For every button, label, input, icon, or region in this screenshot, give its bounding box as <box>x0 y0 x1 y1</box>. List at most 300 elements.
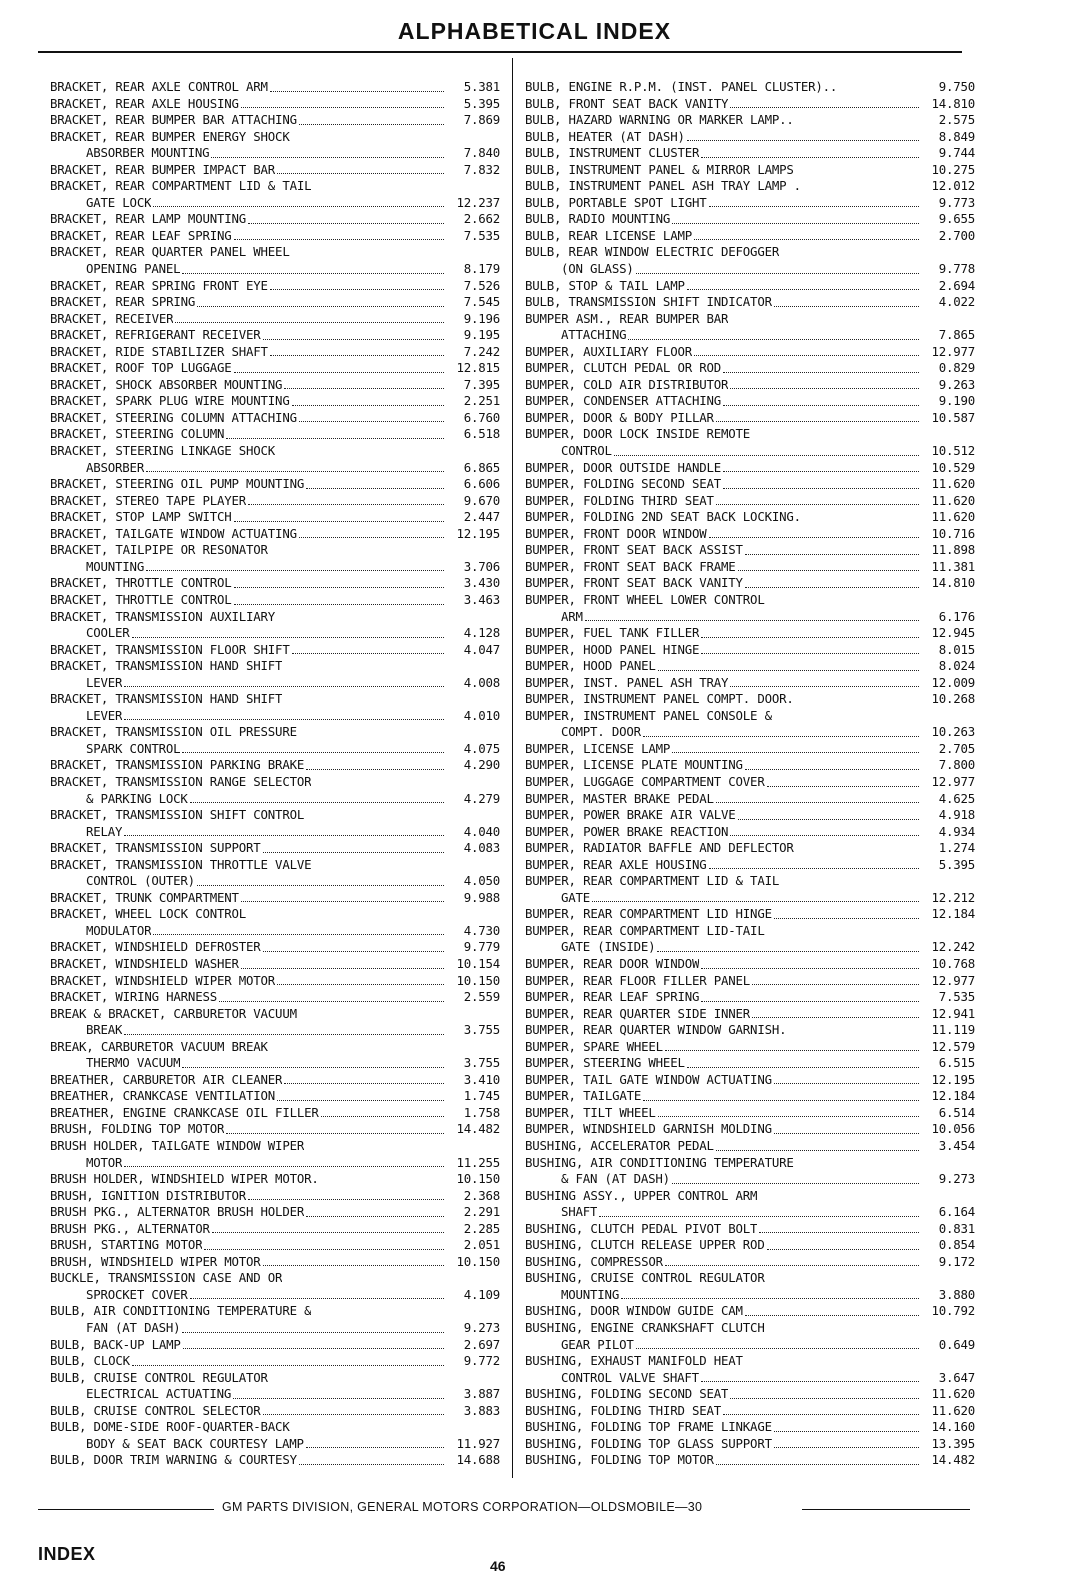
entry-reference-number: 12.184 <box>931 906 975 922</box>
entry-reference-number: 9.670 <box>463 492 500 508</box>
entry-reference-number: 2.251 <box>463 393 500 409</box>
dot-leader <box>752 980 919 985</box>
entry-description: BUMPER, STEERING WHEEL <box>525 1055 685 1071</box>
index-entry <box>525 1353 975 1370</box>
dot-leader <box>701 997 919 1002</box>
index-entry <box>50 1270 500 1287</box>
entry-description: BRUSH, WINDSHIELD WIPER MOTOR <box>50 1253 261 1269</box>
index-entry <box>50 327 500 344</box>
entry-reference-number: 1.758 <box>463 1104 500 1120</box>
entry-description: BULB, HEATER (AT DASH) <box>525 128 685 144</box>
entry-reference-number: 9.196 <box>463 310 500 326</box>
entry-description: BULB, BACK-UP LAMP <box>50 1336 181 1352</box>
index-entry <box>525 145 975 162</box>
entry-description: GATE LOCK <box>86 194 152 210</box>
entry-reference-number: 10.716 <box>931 525 975 541</box>
entry-reference-number: 2.291 <box>463 1204 500 1220</box>
index-entry <box>50 228 500 245</box>
entry-description: BUSHING, AIR CONDITIONING TEMPERATURE <box>525 1154 794 1170</box>
entry-description: BUMPER, LICENSE LAMP <box>525 740 671 756</box>
entry-reference-number: 3.880 <box>938 1286 975 1302</box>
dot-leader <box>306 1212 444 1217</box>
entry-description: BULB, STOP & TAIL LAMP <box>525 277 685 293</box>
index-entry <box>50 476 500 493</box>
entry-description: BRACKET, STEERING OIL PUMP MOUNTING <box>50 476 305 492</box>
dot-leader <box>197 881 444 886</box>
entry-description: BRACKET, TRANSMISSION SUPPORT <box>50 840 261 856</box>
dot-leader <box>175 318 444 323</box>
index-entry <box>50 344 500 361</box>
entry-description: BRUSH, IGNITION DISTRIBUTOR <box>50 1187 247 1203</box>
entry-description: BRACKET, REAR COMPARTMENT LID & TAIL <box>50 178 312 194</box>
dot-leader <box>636 1344 919 1349</box>
entry-reference-number: 6.164 <box>938 1204 975 1220</box>
index-entry <box>50 79 500 96</box>
index-entry <box>525 426 975 443</box>
dot-leader <box>234 583 445 588</box>
entry-description: LEVER <box>86 707 123 723</box>
dot-leader <box>614 451 919 456</box>
entry-description: BUMPER, HOOD PANEL HINGE <box>525 641 700 657</box>
index-entry-continuation <box>525 443 975 460</box>
entry-reference-number: 2.447 <box>463 509 500 525</box>
dot-leader <box>745 1362 919 1366</box>
index-entry <box>525 592 975 609</box>
dot-leader <box>803 187 919 191</box>
dot-leader <box>234 600 445 605</box>
entry-description: BRUSH HOLDER, WINDSHIELD WIPER MOTOR. <box>50 1171 319 1187</box>
index-entry <box>525 129 975 146</box>
entry-description: BUMPER, LICENSE PLATE MOUNTING <box>525 757 743 773</box>
page-number: 46 <box>490 1558 506 1574</box>
dot-leader <box>219 997 444 1002</box>
index-entry-continuation <box>50 1436 500 1453</box>
dot-leader <box>197 302 444 307</box>
index-entry <box>50 311 500 328</box>
entry-description: & PARKING LOCK <box>86 790 188 806</box>
dot-leader <box>270 87 444 92</box>
dot-leader <box>313 1312 444 1316</box>
dot-leader <box>226 1129 444 1134</box>
index-entry <box>525 195 975 212</box>
entry-reference-number: 11.620 <box>931 492 975 508</box>
entry-reference-number: 11.620 <box>931 1386 975 1402</box>
index-entry-continuation <box>50 460 500 477</box>
entry-description: GATE (INSIDE) <box>561 939 656 955</box>
dot-leader <box>723 1410 919 1415</box>
entry-reference-number: 12.195 <box>456 525 500 541</box>
index-entry <box>525 774 975 791</box>
index-entry <box>50 162 500 179</box>
entry-description: BULB, DOOR TRIM WARNING & COURTESY <box>50 1452 297 1468</box>
entry-description: BUMPER, FRONT SEAT BACK ASSIST <box>525 542 743 558</box>
dot-leader <box>124 1030 444 1035</box>
entry-description: BRUSH, STARTING MOTOR <box>50 1237 203 1253</box>
dot-leader <box>774 1129 919 1134</box>
index-entry <box>50 956 500 973</box>
index-entry <box>525 575 975 592</box>
index-entry <box>50 840 500 857</box>
index-entry-continuation <box>525 890 975 907</box>
dot-leader <box>124 1162 444 1167</box>
entry-reference-number: 7.840 <box>463 145 500 161</box>
index-entry <box>50 1452 500 1469</box>
dot-leader <box>270 285 444 290</box>
entry-reference-number: 9.750 <box>938 79 975 94</box>
index-entry <box>525 509 975 526</box>
index-entry <box>525 1039 975 1056</box>
entry-reference-number: 9.273 <box>463 1320 500 1336</box>
entry-reference-number: 12.815 <box>456 360 500 376</box>
entry-description: BRACKET, TRANSMISSION HAND SHIFT <box>50 691 283 707</box>
index-entry <box>50 1419 500 1436</box>
dot-leader <box>687 285 919 290</box>
entry-description: BODY & SEAT BACK COURTESY LAMP <box>86 1435 304 1451</box>
entry-description: BREATHER, ENGINE CRANKCASE OIL FILLER <box>50 1104 319 1120</box>
entry-reference-number: 2.051 <box>463 1237 500 1253</box>
entry-description: BUSHING ASSY., UPPER CONTROL ARM <box>525 1187 758 1203</box>
entry-reference-number: 5.395 <box>463 95 500 111</box>
footer-rule-left <box>38 1509 214 1510</box>
dot-leader <box>752 435 919 439</box>
entry-reference-number: 2.559 <box>463 989 500 1005</box>
entry-reference-number: 8.179 <box>463 261 500 277</box>
index-entry <box>525 675 975 692</box>
dot-leader <box>299 533 444 538</box>
index-entry <box>525 476 975 493</box>
dot-leader <box>716 798 919 803</box>
entry-reference-number: 7.535 <box>938 989 975 1005</box>
index-entry-continuation <box>525 1171 975 1188</box>
index-entry <box>525 1270 975 1287</box>
entry-description: ABSORBER <box>86 459 145 475</box>
entry-reference-number: 8.849 <box>938 128 975 144</box>
dot-leader <box>248 1195 444 1200</box>
index-entry-continuation <box>50 1386 500 1403</box>
dot-leader <box>716 1146 919 1151</box>
entry-reference-number: 12.012 <box>931 178 975 194</box>
dot-leader <box>730 1394 919 1399</box>
entry-reference-number: 6.760 <box>463 409 500 425</box>
entry-reference-number: 14.482 <box>456 1121 500 1137</box>
index-entry <box>525 840 975 857</box>
index-entry <box>50 592 500 609</box>
entry-reference-number: 12.237 <box>456 194 500 210</box>
index-entry <box>50 642 500 659</box>
entry-reference-number: 12.579 <box>931 1038 975 1054</box>
dot-leader <box>767 782 919 787</box>
entry-description: BRACKET, TRUNK COMPARTMENT <box>50 889 239 905</box>
dot-leader <box>709 864 920 869</box>
index-entry <box>50 112 500 129</box>
footer-publisher: GM PARTS DIVISION, GENERAL MOTORS CORPORATION—OLDSMOBILE—30 <box>222 1500 703 1514</box>
index-entry <box>50 658 500 675</box>
entry-reference-number: 10.150 <box>456 1253 500 1269</box>
entry-reference-number: 9.263 <box>938 376 975 392</box>
entry-reference-number: 6.176 <box>938 608 975 624</box>
entry-reference-number: 10.768 <box>931 955 975 971</box>
entry-reference-number: 11.119 <box>931 1022 975 1038</box>
index-entry <box>525 973 975 990</box>
index-entry <box>525 956 975 973</box>
entry-description: BREAK, CARBURETOR VACUUM BREAK <box>50 1038 268 1054</box>
entry-reference-number: 7.832 <box>463 161 500 177</box>
dot-leader <box>767 1279 919 1283</box>
entry-description: BUSHING, FOLDING TOP FRAME LINKAGE <box>525 1419 772 1435</box>
dot-leader <box>672 1179 919 1184</box>
entry-description: BULB, RADIO MOUNTING <box>525 211 671 227</box>
entry-reference-number: 12.242 <box>931 939 975 955</box>
entry-description: BUMPER, REAR FLOOR FILLER PANEL <box>525 972 751 988</box>
dot-leader <box>643 732 919 737</box>
index-entry-continuation <box>525 1337 975 1354</box>
dot-leader <box>277 980 444 985</box>
dot-leader <box>234 368 445 373</box>
dot-leader <box>694 235 919 240</box>
dot-leader <box>694 351 919 356</box>
dot-leader <box>730 384 919 389</box>
index-entry <box>525 162 975 179</box>
dot-leader <box>284 384 444 389</box>
index-entry-continuation <box>50 675 500 692</box>
entry-description: BRUSH PKG., ALTERNATOR BRUSH HOLDER <box>50 1204 305 1220</box>
entry-reference-number: 10.587 <box>931 409 975 425</box>
entry-description: BRACKET, STEERING COLUMN <box>50 426 225 442</box>
entry-description: BULB, INSTRUMENT PANEL ASH TRAY LAMP . <box>525 178 801 194</box>
entry-description: BUMPER, POWER BRAKE AIR VALVE <box>525 807 736 823</box>
entry-reference-number: 7.395 <box>463 376 500 392</box>
entry-description: BUMPER, COLD AIR DISTRIBUTOR <box>525 376 729 392</box>
dot-leader <box>277 452 444 456</box>
index-entry <box>525 278 975 295</box>
entry-description: LEVER <box>86 674 123 690</box>
index-entry <box>525 741 975 758</box>
dot-leader <box>132 633 444 638</box>
entry-reference-number: 10.792 <box>931 1303 975 1319</box>
entry-reference-number: 4.625 <box>938 790 975 806</box>
dot-leader <box>709 533 920 538</box>
entry-reference-number: 2.697 <box>463 1336 500 1352</box>
index-entry <box>50 360 500 377</box>
entry-description: BREAK <box>86 1022 123 1038</box>
entry-description: BRACKET, TRANSMISSION PARKING BRAKE <box>50 757 305 773</box>
index-entry <box>50 1221 500 1238</box>
index-entry <box>50 426 500 443</box>
entry-description: BRACKET, STEERING COLUMN ATTACHING <box>50 409 297 425</box>
dot-leader <box>774 1079 919 1084</box>
index-entry <box>50 526 500 543</box>
index-entry <box>525 410 975 427</box>
dot-leader <box>716 417 919 422</box>
entry-description: BUSHING, CLUTCH PEDAL PIVOT BOLT <box>525 1220 758 1236</box>
entry-description: BUMPER, FRONT DOOR WINDOW <box>525 525 707 541</box>
index-entry <box>50 857 500 874</box>
entry-description: BRUSH HOLDER, TAILGATE WINDOW WIPER <box>50 1138 305 1153</box>
index-entry <box>50 906 500 923</box>
entry-description: BRACKET, SHOCK ABSORBER MOUNTING <box>50 376 283 392</box>
entry-description: BULB, CRUISE CONTROL REGULATOR <box>50 1369 268 1385</box>
dot-leader <box>124 715 444 720</box>
entry-description: MOUNTING <box>561 1286 620 1302</box>
index-entry <box>50 443 500 460</box>
index-entry <box>50 1039 500 1056</box>
entry-description: BRUSH PKG., ALTERNATOR <box>50 1220 210 1236</box>
entry-reference-number: 8.024 <box>938 658 975 674</box>
index-entry-continuation <box>525 724 975 741</box>
dot-leader <box>284 700 444 704</box>
entry-description: BULB, FRONT SEAT BACK VANITY <box>525 95 729 111</box>
index-entry-continuation <box>50 1287 500 1304</box>
entry-description: BUSHING, CRUISE CONTROL REGULATOR <box>525 1270 765 1286</box>
entry-description: BUMPER, DOOR LOCK INSIDE REMOTE <box>525 426 751 442</box>
dot-leader <box>241 964 444 969</box>
dot-leader <box>182 1063 444 1068</box>
dot-leader <box>665 1046 919 1051</box>
entry-reference-number: 2.700 <box>938 227 975 243</box>
index-entry <box>525 112 975 129</box>
dot-leader <box>146 467 444 472</box>
index-entry <box>525 559 975 576</box>
entry-description: BUMPER, REAR DOOR WINDOW <box>525 955 700 971</box>
dot-leader <box>153 202 444 207</box>
dot-leader <box>796 1163 919 1167</box>
dot-leader <box>767 601 919 605</box>
entry-description: BRACKET, RECEIVER <box>50 310 174 326</box>
index-entry <box>525 377 975 394</box>
entry-reference-number: 12.212 <box>931 889 975 905</box>
index-entry <box>525 393 975 410</box>
index-entry <box>525 708 975 725</box>
entry-description: BRACKET, STOP LAMP SWITCH <box>50 509 232 525</box>
entry-description: BRACKET, REAR BUMPER BAR ATTACHING <box>50 112 297 128</box>
index-entry <box>50 1303 500 1320</box>
entry-description: BRACKET, WINDSHIELD WIPER MOTOR <box>50 972 276 988</box>
index-entry <box>50 1072 500 1089</box>
dot-leader <box>270 1047 444 1051</box>
entry-reference-number: 2.662 <box>463 211 500 227</box>
entry-reference-number: 4.047 <box>463 641 500 657</box>
entry-description: ARM <box>561 608 583 624</box>
dot-leader <box>248 500 444 505</box>
dot-leader <box>658 666 919 671</box>
index-entry <box>50 1138 500 1155</box>
dot-leader <box>592 897 919 902</box>
entry-reference-number: 4.128 <box>463 625 500 641</box>
entry-reference-number: 9.778 <box>938 261 975 277</box>
index-entry <box>525 857 975 874</box>
entry-description: BUMPER, RADIATOR BAFFLE AND DEFLECTOR <box>525 840 794 856</box>
entry-description: BRACKET, REAR AXLE HOUSING <box>50 95 239 111</box>
entry-reference-number: 9.988 <box>463 889 500 905</box>
dot-leader <box>321 1180 444 1184</box>
entry-reference-number: 7.800 <box>938 757 975 773</box>
dot-leader <box>781 253 919 257</box>
entry-description: (ON GLASS) <box>561 261 634 277</box>
dot-leader <box>745 1311 919 1316</box>
entry-description: CONTROL VALVE SHAFT <box>561 1369 699 1385</box>
entry-description: BUMPER, WINDSHIELD GARNISH MOLDING <box>525 1121 772 1137</box>
dot-leader <box>803 518 919 522</box>
index-entry <box>50 377 500 394</box>
entry-description: COMPT. DOOR <box>561 724 641 740</box>
entry-reference-number: 5.395 <box>938 856 975 872</box>
entry-description: BRACKET, TAILPIPE OR RESONATOR <box>50 542 268 558</box>
index-entry <box>50 757 500 774</box>
entry-reference-number: 3.887 <box>463 1386 500 1402</box>
entry-description: BUMPER, REAR LEAF SPRING <box>525 989 700 1005</box>
index-entry-continuation <box>50 923 500 940</box>
entry-description: BUMPER, INSTRUMENT PANEL COMPT. DOOR. <box>525 691 794 707</box>
entry-reference-number: 1.274 <box>938 840 975 856</box>
index-entry <box>525 1072 975 1089</box>
dot-leader <box>284 1279 444 1283</box>
entry-description: BRUSH, FOLDING TOP MOTOR <box>50 1121 225 1137</box>
entry-description: BULB, AIR CONDITIONING TEMPERATURE & <box>50 1303 312 1319</box>
entry-description: BUMPER, AUXILIARY FLOOR <box>525 343 692 359</box>
dot-leader <box>723 368 919 373</box>
index-entry <box>525 79 975 96</box>
entry-reference-number: 6.865 <box>463 459 500 475</box>
entry-description: BRACKET, REAR BUMPER ENERGY SHOCK <box>50 128 290 144</box>
index-entry <box>50 691 500 708</box>
entry-reference-number: 3.410 <box>463 1071 500 1087</box>
entry-reference-number: 3.706 <box>463 558 500 574</box>
dot-leader <box>665 1261 919 1266</box>
entry-description: FAN (AT DASH) <box>86 1320 181 1336</box>
dot-leader <box>292 1428 444 1432</box>
entry-reference-number: 4.050 <box>463 873 500 889</box>
index-entry <box>50 1237 500 1254</box>
dot-leader <box>767 1329 919 1333</box>
entry-description: BULB, INSTRUMENT CLUSTER <box>525 145 700 161</box>
entry-description: BULB, CRUISE CONTROL SELECTOR <box>50 1402 261 1418</box>
entry-reference-number: 9.190 <box>938 393 975 409</box>
entry-reference-number: 0.649 <box>938 1336 975 1352</box>
dot-leader <box>599 1212 919 1217</box>
entry-reference-number: 9.773 <box>938 194 975 210</box>
dot-leader <box>687 136 919 141</box>
dot-leader <box>745 583 919 588</box>
dot-leader <box>313 865 444 869</box>
index-entry <box>50 178 500 195</box>
dot-leader <box>723 484 919 489</box>
index-entry <box>525 873 975 890</box>
entry-reference-number: 9.172 <box>938 1253 975 1269</box>
index-entry <box>50 1105 500 1122</box>
dot-leader <box>723 467 919 472</box>
dot-leader <box>270 351 444 356</box>
entry-reference-number: 11.620 <box>931 1402 975 1418</box>
index-entry <box>525 1055 975 1072</box>
entry-reference-number: 4.279 <box>463 790 500 806</box>
entry-description: BUSHING, COMPRESSOR <box>525 1253 663 1269</box>
index-entry <box>50 609 500 626</box>
dot-leader <box>687 1063 919 1068</box>
entry-description: BRACKET, REAR SPRING <box>50 294 196 310</box>
entry-reference-number: 12.977 <box>931 972 975 988</box>
entry-description: BUMPER, TILT WHEEL <box>525 1104 656 1120</box>
entry-description: BUSHING, EXHAUST MANIFOLD HEAT <box>525 1353 743 1369</box>
entry-reference-number: 9.655 <box>938 211 975 227</box>
dot-leader <box>774 1443 919 1448</box>
entry-description: BULB, PORTABLE SPOT LIGHT <box>525 194 707 210</box>
entry-reference-number: 10.056 <box>931 1121 975 1137</box>
dot-leader <box>759 1196 919 1200</box>
entry-reference-number: 2.285 <box>463 1220 500 1236</box>
dot-leader <box>306 1147 444 1151</box>
dot-leader <box>774 1427 919 1432</box>
index-entry <box>50 1370 500 1387</box>
